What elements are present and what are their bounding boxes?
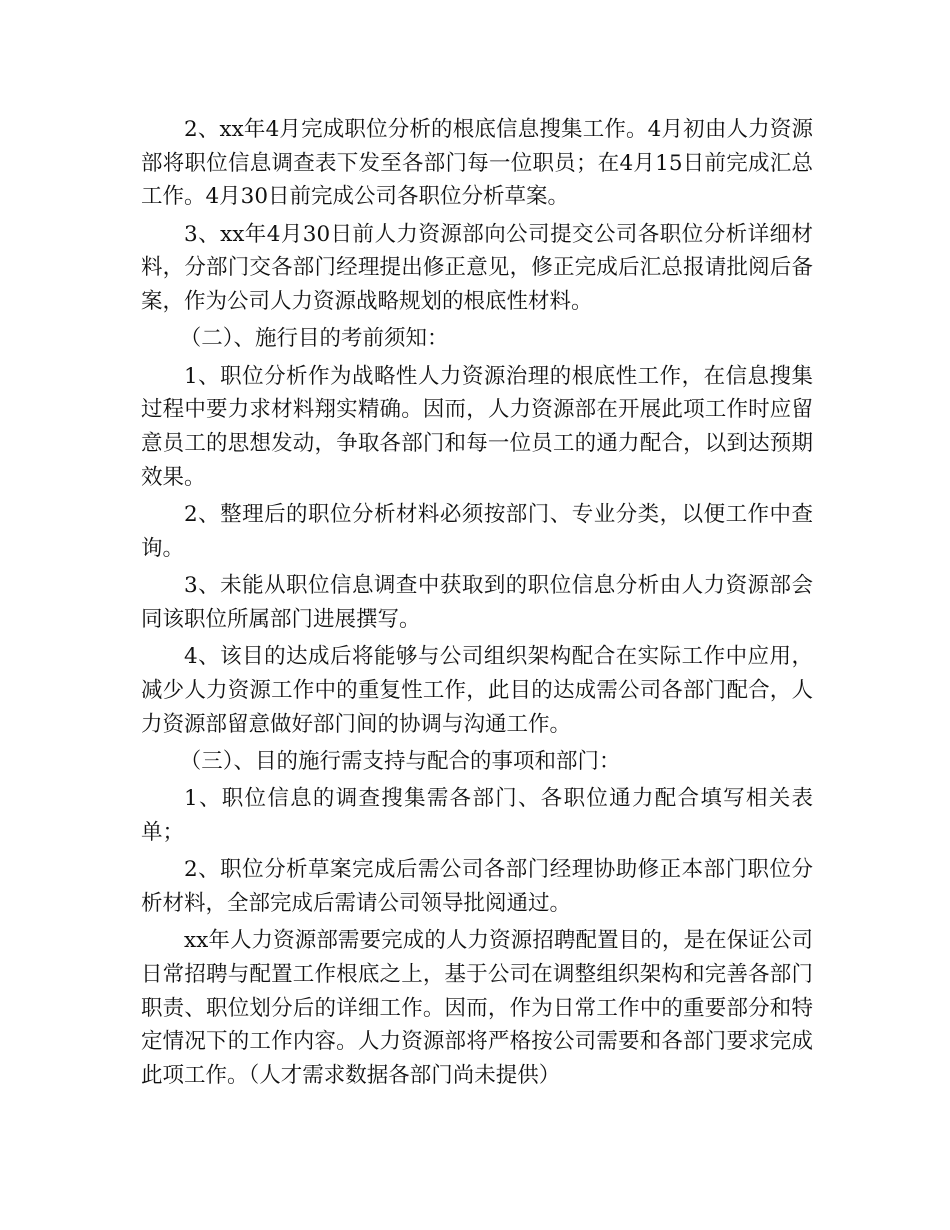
paragraph-note-3: 3、未能从职位信息调查中获取到的职位信息分析由人力资源部会同该职位所属部门进展撰写。 <box>141 573 813 632</box>
document-body <box>141 113 813 1096</box>
section-heading-notes: （二）、施行目的考前须知： <box>179 326 449 352</box>
paragraph-note-4: 4、该目的达成后将能够与公司组织架构配合在实际工作中应用，减少人力资源工作中的重复性工作，此目的达成需公司各部门配合，人力资源部留意做好部门间的协调与沟通工作。 <box>141 644 813 737</box>
paragraph-recruitment: xx年人力资源部需要完成的人力资源招聘配置目的，是在保证公司日常招聘与配置工作根底之上，基于公司在调整组织架构和完善各部门职责、职位划分后的详细工作。因而，作为日常工作中的重要部分和特定情况下的工作内容。人力资源部将严格按公司需要和各部门要求完成此项工作。（人才需求数据各部门尚未提供） <box>141 928 813 1088</box>
paragraph-submit-materials: 3、xx年4月30日前人力资源部向公司提交公司各职位分析详细材料，分部门交各部门经理提出修正意见，修正完成后汇总报请批阅后备案，作为公司人力资源战略规划的根底性材料。 <box>141 221 813 315</box>
paragraph-info-collection: 2、xx年4月完成职位分析的根底信息搜集工作。4月初由人力资源部将职位信息调查表下发至各部门每一位职员；在4月15日前完成汇总工作。4月30日前完成公司各职位分析草案。 <box>141 117 813 210</box>
paragraph-note-2: 2、整理后的职位分析材料必须按部门、专业分类，以便工作中查询。 <box>141 502 813 561</box>
paragraph-note-1: 1、职位分析作为战略性人力资源治理的根底性工作，在信息搜集过程中要力求材料翔实精确。因而，人力资源部在开展此项工作时应留意员工的思想发动，争取各部门和每一位员工的通力配合，以到达预期效果。 <box>141 363 813 490</box>
paragraph-support-2: 2、职位分析草案完成后需公司各部门经理协助修正本部门职位分析材料，全部完成后需请公司领导批阅通过。 <box>141 857 813 916</box>
paragraph-support-1: 1、职位信息的调查搜集需各部门、各职位通力配合填写相关表单； <box>141 786 813 845</box>
section-heading-support: （三）、目的施行需支持与配合的事项和部门： <box>179 748 621 774</box>
